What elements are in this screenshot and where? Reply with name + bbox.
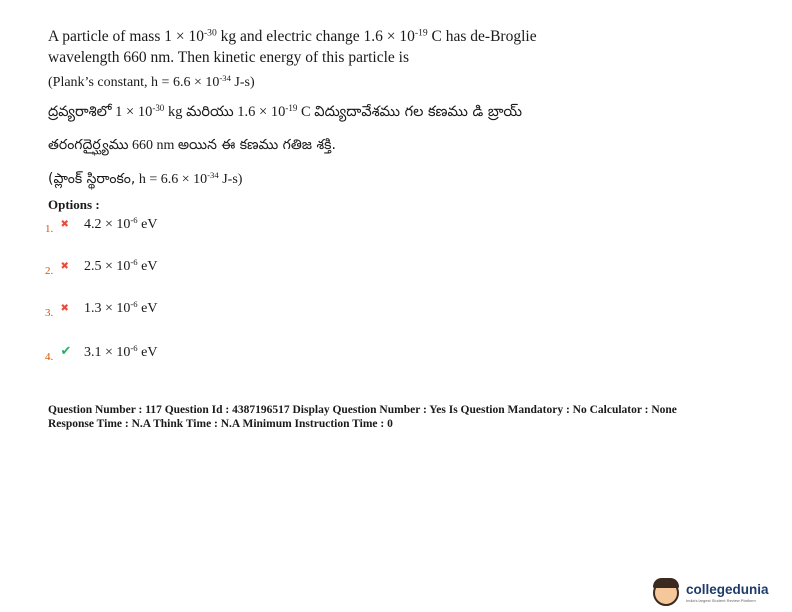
option-number: 4. bbox=[45, 351, 54, 363]
option-2[interactable] bbox=[45, 259, 157, 277]
option-1[interactable] bbox=[45, 217, 157, 235]
question-telugu-line-2: తరంగదైర్ఘ్యము 660 nm అయిన ఈ కణము గతిజ శక్తి. bbox=[48, 137, 336, 153]
question-english-line-2: wavelength 660 nm. Then kinetic energy of this particle is bbox=[48, 49, 410, 66]
options-label: Options : bbox=[48, 197, 100, 212]
question-meta-line-1: Question Number : 117 Question Id : 4387196517 Display Question Number : Yes Is Question Mandatory : No Calculator : None bbox=[48, 404, 677, 416]
question-english-constant: (Plank’s constant, $h = 6.6 \times 10^{-34}$ J-s) bbox=[48, 73, 255, 90]
collegedunia-logo bbox=[650, 578, 790, 608]
mascot-hair-icon bbox=[653, 578, 679, 588]
cross-icon: ✖ bbox=[60, 261, 69, 272]
option-number: 1. bbox=[45, 223, 54, 235]
question-meta-line-2: Response Time : N.A Think Time : N.A Minimum Instruction Time : 0 bbox=[48, 418, 393, 430]
option-value: $4.2 \times 10^{-6}$ eV bbox=[84, 215, 158, 232]
check-icon: ✔ bbox=[60, 343, 72, 358]
option-3[interactable] bbox=[45, 301, 157, 319]
option-value: $2.5 \times 10^{-6}$ eV bbox=[84, 257, 158, 274]
option-value: $1.3 \times 10^{-6}$ eV bbox=[84, 299, 158, 316]
question-english-line-1: A particle of mass $1 \times 10^{-30}$ kg and electric change $1.6 \times 10^{-19}$ C has de-Broglie bbox=[48, 27, 537, 45]
option-number: 2. bbox=[45, 265, 54, 277]
question-telugu-constant: (ప్లాంక్ స్థిరాంకం, $h = 6.6 \times 10^{-34}$ J-s) bbox=[48, 170, 243, 187]
option-4[interactable] bbox=[45, 343, 157, 363]
cross-icon: ✖ bbox=[60, 219, 69, 230]
cross-icon: ✖ bbox=[60, 303, 69, 314]
logo-tagline: India's largest Student Review Platform bbox=[686, 598, 756, 603]
logo-brand-text: collegedunia bbox=[686, 582, 769, 597]
option-number: 3. bbox=[45, 307, 54, 319]
question-telugu-line-1: ద్రవ్యరాశిలో $1 \times 10^{-30}$ kg మరియు $1.6 \times 10^{-19}$ C విద్యుదావేశము గల కణము డి బ్రాయ్ bbox=[48, 103, 523, 120]
option-value: $3.1 \times 10^{-6}$ eV bbox=[84, 343, 158, 360]
